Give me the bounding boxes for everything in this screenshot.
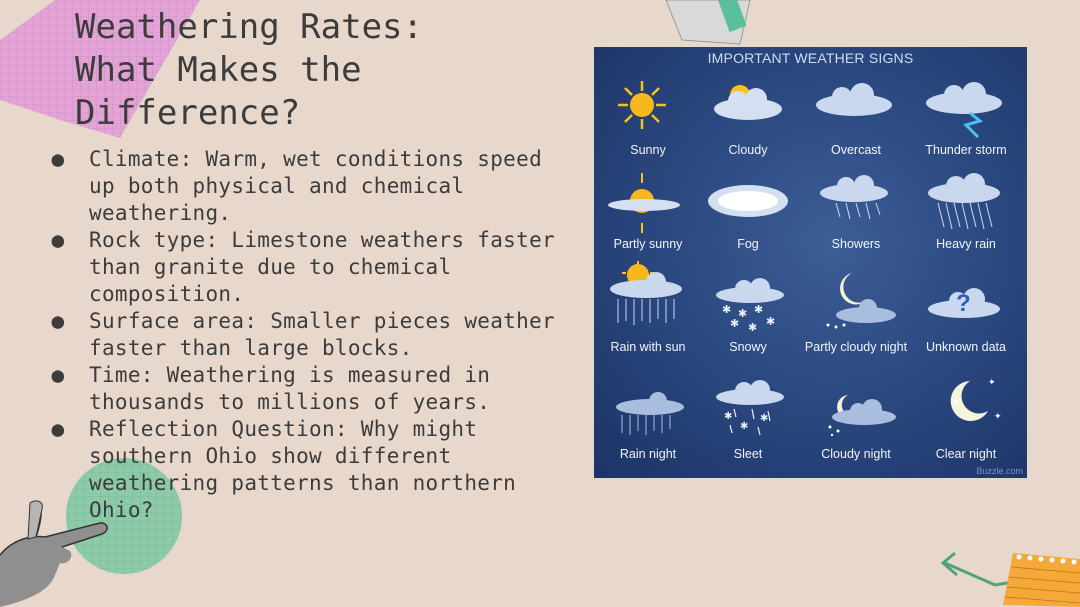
weather-sign-label: Partly cloudy night (804, 340, 908, 354)
bullet-item-time (48, 362, 578, 416)
weather-sign-sleet (694, 371, 802, 475)
svg-text:✱: ✱ (766, 315, 776, 328)
bullet-text: Reflection Question: Why might southern Ohio show different weathering patterns than northern Ohio? (89, 417, 517, 522)
bullet-list (48, 146, 578, 524)
weather-image-title: IMPORTANT WEATHER SIGNS (707, 50, 914, 66)
weather-sign-label: Snowy (729, 340, 767, 354)
weather-sign-label: Showers (831, 237, 881, 251)
weather-sign-label: Cloudy night (821, 447, 891, 461)
svg-text:✱: ✱ (724, 411, 733, 422)
weather-sign-label: Overcast (830, 143, 881, 157)
weather-sign-label: Sleet (733, 447, 763, 461)
overcast-icon (812, 73, 900, 143)
svg-text:✱: ✱ (722, 303, 732, 316)
svg-text:✱: ✱ (754, 303, 764, 316)
svg-text:✱: ✱ (738, 307, 748, 320)
weather-sign-partly-cloudy-night (802, 261, 910, 365)
bullet-text: Rock type: Limestone weathers faster than granite due to chemical composition. (89, 228, 555, 306)
bullet-item-reflection-question (48, 416, 578, 524)
weather-sign-label: Rain night (619, 447, 677, 461)
svg-text:✱: ✱ (760, 413, 769, 424)
svg-text:✦: ✦ (994, 412, 1002, 422)
cloudy-night-icon (812, 371, 900, 451)
showers-icon (812, 171, 900, 241)
weather-sign-label: Unknown data (926, 340, 1006, 354)
thunderstorm-icon (922, 73, 1010, 143)
partly-sunny-icon (604, 171, 692, 241)
svg-text:?: ? (956, 290, 971, 317)
weather-sign-label: Cloudy (728, 143, 768, 157)
weather-sign-label: Thunder storm (925, 143, 1007, 157)
bullet-marker: ● (51, 363, 65, 387)
bullet-item-climate (48, 146, 578, 227)
snow-icon (704, 261, 792, 341)
svg-text:✦: ✦ (988, 378, 996, 388)
weather-sign-rain-night (594, 371, 702, 475)
image-watermark: Buzzle.com (976, 466, 1023, 476)
weather-sign-unknown-data (912, 261, 1020, 365)
weather-sign-label: Sunny (630, 143, 666, 157)
rain-night-icon (604, 371, 692, 451)
bullet-item-rock-type (48, 227, 578, 308)
cloud-sun-icon (704, 73, 792, 143)
weather-sign-snowy (694, 261, 802, 365)
svg-text:✱: ✱ (740, 421, 749, 432)
weather-signs-image (594, 47, 1027, 478)
weather-sign-thunderstorm (912, 73, 1020, 177)
weather-sign-label: Fog (737, 237, 759, 251)
weather-sign-showers (802, 171, 910, 275)
weather-sign-label: Rain with sun (610, 340, 686, 354)
svg-text:✱: ✱ (730, 317, 740, 330)
bullet-marker: ● (51, 147, 65, 171)
bullet-text: Climate: Warm, wet conditions speed up both physical and chemical weathering. (89, 147, 543, 225)
arrow-and-notepad-decoration (935, 545, 1080, 607)
weather-sign-label: Clear night (935, 447, 997, 461)
weather-sign-cloudy (694, 73, 802, 177)
bullet-text: Time: Weathering is measured in thousands to millions of years. (89, 363, 491, 414)
weather-sign-fog (694, 171, 802, 275)
clear-night-icon (922, 371, 1010, 451)
weather-sign-cloudy-night (802, 371, 910, 475)
weather-sign-sunny (594, 73, 702, 177)
weather-sign-label: Heavy rain (936, 237, 996, 251)
sleet-icon (704, 371, 792, 451)
unknown-data-icon (922, 261, 1010, 341)
svg-text:✦: ✦ (952, 398, 960, 408)
slide-title: Weathering Rates: What Makes the Difference? (75, 7, 423, 133)
torn-paper-decoration (660, 0, 760, 50)
sun-icon (604, 73, 692, 143)
weather-sign-partly-sunny (594, 171, 702, 275)
weather-sign-clear-night (912, 371, 1020, 475)
bullet-marker: ● (51, 309, 65, 333)
bullet-text: Surface area: Smaller pieces weather faster than large blocks. (89, 309, 555, 360)
weather-sign-overcast (802, 73, 910, 177)
weather-sign-label: Partly sunny (613, 237, 683, 251)
heavy-rain-icon (922, 171, 1010, 241)
partly-cloudy-night-icon (812, 261, 900, 341)
bullet-marker: ● (51, 228, 65, 252)
fog-icon (704, 171, 792, 241)
weather-sign-rain-with-sun (594, 261, 702, 365)
svg-text:✱: ✱ (748, 321, 758, 334)
bullet-marker: ● (51, 417, 65, 441)
rain-sun-icon (604, 261, 692, 341)
bullet-item-surface-area (48, 308, 578, 362)
weather-sign-heavy-rain (912, 171, 1020, 275)
